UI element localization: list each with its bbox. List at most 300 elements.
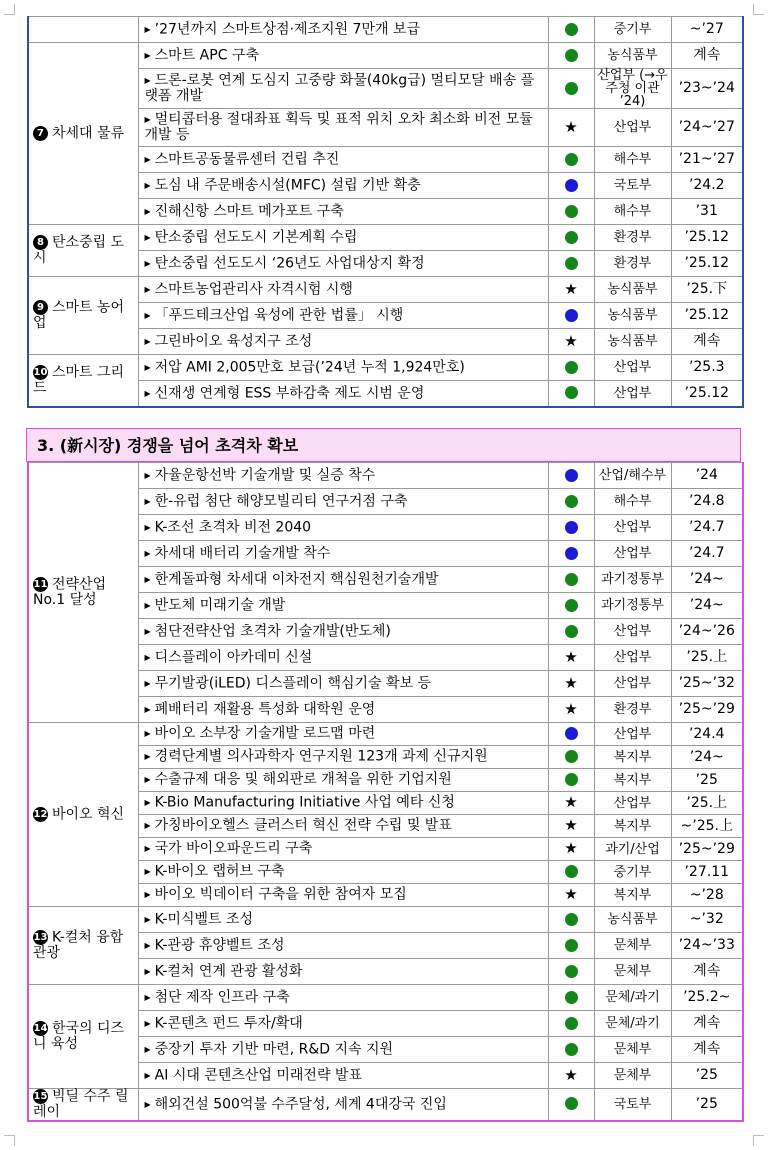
status-green-dot-icon bbox=[565, 865, 578, 878]
agency-cell: 산업부 bbox=[594, 541, 671, 567]
roadmap-table-section3 bbox=[27, 462, 744, 1122]
status-green-dot-icon bbox=[565, 939, 578, 952]
category-cell bbox=[28, 17, 138, 43]
bullet-triangle-icon: ▶ bbox=[144, 310, 151, 320]
agency-cell: 농식품부 bbox=[594, 907, 671, 933]
bullet-triangle-icon: ▶ bbox=[144, 574, 151, 584]
task-cell bbox=[138, 619, 548, 645]
status-green-dot-icon bbox=[565, 495, 578, 508]
bullet-triangle-icon: ▶ bbox=[144, 652, 151, 662]
task-text: 탄소중립 선도도시 기본계획 수립 bbox=[154, 229, 358, 246]
task-text: 스마트 APC 구축 bbox=[154, 47, 259, 64]
task-cell bbox=[138, 769, 548, 792]
table-row bbox=[28, 225, 743, 251]
status-star-icon: ★ bbox=[564, 331, 578, 350]
status-blue-dot-icon bbox=[565, 179, 578, 192]
category-label: 스마트 그리드 bbox=[33, 364, 125, 396]
category-cell bbox=[28, 985, 138, 1089]
status-star-icon: ★ bbox=[564, 885, 578, 903]
status-cell bbox=[548, 147, 594, 173]
agency-cell: 국토부 bbox=[594, 173, 671, 199]
task-cell bbox=[138, 463, 548, 489]
task-text: 차세대 배터리 기술개발 착수 bbox=[154, 545, 331, 562]
bullet-triangle-icon: ▶ bbox=[144, 115, 151, 125]
bullet-triangle-icon: ▶ bbox=[144, 626, 151, 636]
task-cell bbox=[138, 173, 548, 199]
task-text: 첨단 제작 인프라 구축 bbox=[154, 989, 290, 1006]
category-cell bbox=[28, 225, 138, 277]
agency-cell: 문체부 bbox=[594, 1037, 671, 1063]
bullet-triangle-icon: ▶ bbox=[144, 362, 151, 372]
status-cell bbox=[548, 792, 594, 815]
task-cell bbox=[138, 225, 548, 251]
task-cell bbox=[138, 884, 548, 907]
agency-cell: 환경부 bbox=[594, 251, 671, 277]
agency-cell: 환경부 bbox=[594, 697, 671, 723]
roadmap-table-section2 bbox=[27, 16, 744, 408]
agency-cell: 해수부 bbox=[594, 147, 671, 173]
table-row bbox=[28, 355, 743, 381]
status-cell bbox=[548, 645, 594, 671]
period-cell: ’24 bbox=[671, 463, 743, 489]
task-text: 멀티콥터용 절대좌표 획득 및 표적 위치 오차 최소화 비전 모듈 개발 등 bbox=[144, 111, 533, 143]
table1-body bbox=[28, 17, 743, 407]
agency-cell: 과기정통부 bbox=[594, 567, 671, 593]
period-cell: ’24~’27 bbox=[671, 109, 743, 147]
task-cell bbox=[138, 985, 548, 1011]
crop-mark-bottom-left bbox=[4, 1135, 15, 1146]
task-cell bbox=[138, 645, 548, 671]
task-cell bbox=[138, 1011, 548, 1037]
task-text: AI 시대 콘텐츠산업 미래전략 발표 bbox=[154, 1067, 362, 1084]
status-cell bbox=[548, 907, 594, 933]
task-text: 해외건설 500억불 수주달성, 세계 4대강국 진입 bbox=[154, 1096, 447, 1112]
task-cell bbox=[138, 861, 548, 884]
status-blue-dot-icon bbox=[565, 469, 578, 482]
period-cell: ’23~’24 bbox=[671, 69, 743, 109]
agency-cell: 산업부 bbox=[594, 619, 671, 645]
category-label: K-컬처 융합 관광 bbox=[33, 929, 124, 961]
section-3-header: 3. (新시장) 경쟁을 넘어 초격차 확보 bbox=[26, 428, 741, 462]
status-cell bbox=[548, 815, 594, 838]
bullet-triangle-icon: ▶ bbox=[144, 600, 151, 610]
bullet-triangle-icon: ▶ bbox=[144, 180, 151, 190]
agency-cell: 국토부 bbox=[594, 1089, 671, 1121]
agency-cell: 산업부 bbox=[594, 723, 671, 746]
status-cell bbox=[548, 303, 594, 329]
task-cell bbox=[138, 381, 548, 407]
category-label: 전략산업 No.1 달성 bbox=[33, 576, 107, 608]
agency-cell: 산업/해수부 bbox=[594, 463, 671, 489]
table-row bbox=[28, 277, 743, 303]
period-cell: ’25.上 bbox=[671, 792, 743, 815]
category-number-badge: 15 bbox=[33, 1091, 48, 1102]
period-cell: ~’32 bbox=[671, 907, 743, 933]
status-cell bbox=[548, 884, 594, 907]
status-green-dot-icon bbox=[565, 205, 578, 218]
bullet-triangle-icon: ▶ bbox=[144, 992, 151, 1002]
agency-cell: 중기부 bbox=[594, 861, 671, 884]
status-cell bbox=[548, 1011, 594, 1037]
status-cell bbox=[548, 959, 594, 985]
bullet-triangle-icon: ▶ bbox=[144, 914, 151, 924]
task-text: K-콘텐츠 펀드 투자/확대 bbox=[154, 1015, 303, 1032]
agency-cell: 문체/과기 bbox=[594, 1011, 671, 1037]
task-cell bbox=[138, 277, 548, 303]
task-cell bbox=[138, 697, 548, 723]
period-cell: ’24~’26 bbox=[671, 619, 743, 645]
bullet-triangle-icon: ▶ bbox=[144, 284, 151, 294]
task-text: 도심 내 주문배송시설(MFC) 설립 기반 확충 bbox=[154, 177, 421, 194]
bullet-triangle-icon: ▶ bbox=[144, 775, 151, 785]
bullet-triangle-icon: ▶ bbox=[144, 258, 151, 268]
task-text: K-관광 휴양벨트 조성 bbox=[154, 937, 285, 954]
period-cell: ’25 bbox=[671, 1063, 743, 1089]
status-cell bbox=[548, 723, 594, 746]
period-cell: ’24~’33 bbox=[671, 933, 743, 959]
bullet-triangle-icon: ▶ bbox=[144, 496, 151, 506]
bullet-triangle-icon: ▶ bbox=[144, 24, 151, 34]
period-cell: ’21~’27 bbox=[671, 147, 743, 173]
task-cell bbox=[138, 1037, 548, 1063]
agency-cell: 산업부 bbox=[594, 645, 671, 671]
task-cell bbox=[138, 199, 548, 225]
category-label: 바이오 혁신 bbox=[52, 806, 125, 823]
agency-cell: 과기정통부 bbox=[594, 593, 671, 619]
task-text: 저압 AMI 2,005만호 보급(’24년 누적 1,924만호) bbox=[154, 359, 465, 376]
agency-cell: 환경부 bbox=[594, 225, 671, 251]
bullet-triangle-icon: ▶ bbox=[144, 678, 151, 688]
task-cell bbox=[138, 109, 548, 147]
task-text: 첨단전략산업 초격차 기술개발(반도체) bbox=[154, 623, 391, 640]
status-green-dot-icon bbox=[565, 965, 578, 978]
status-green-dot-icon bbox=[565, 82, 578, 95]
period-cell: ~’25.上 bbox=[671, 815, 743, 838]
period-cell: ’25~’29 bbox=[671, 838, 743, 861]
period-cell: ’24.8 bbox=[671, 489, 743, 515]
task-text: 드론-로봇 연계 도심지 고중량 화물(40kg급) 멀티모달 배송 플랫폼 개발 bbox=[144, 72, 535, 104]
bullet-triangle-icon: ▶ bbox=[144, 76, 151, 86]
agency-cell: 산업부 bbox=[594, 792, 671, 815]
task-text: K-조선 초격차 비전 2040 bbox=[154, 519, 312, 536]
period-cell: ’24~ bbox=[671, 593, 743, 619]
period-cell: ’25~’29 bbox=[671, 697, 743, 723]
bullet-triangle-icon: ▶ bbox=[144, 154, 151, 164]
task-text: 디스플레이 아카데미 신설 bbox=[154, 649, 313, 666]
category-cell bbox=[28, 723, 138, 907]
agency-cell: 산업부 bbox=[594, 671, 671, 697]
status-cell bbox=[548, 329, 594, 355]
task-cell bbox=[138, 329, 548, 355]
bullet-triangle-icon: ▶ bbox=[144, 867, 151, 877]
bullet-triangle-icon: ▶ bbox=[144, 470, 151, 480]
task-cell bbox=[138, 933, 548, 959]
bullet-triangle-icon: ▶ bbox=[144, 336, 151, 346]
task-cell bbox=[138, 515, 548, 541]
status-cell bbox=[548, 671, 594, 697]
status-cell bbox=[548, 619, 594, 645]
category-label: 한국의 디즈니 육성 bbox=[33, 1020, 125, 1052]
task-cell bbox=[138, 1089, 548, 1121]
crop-mark-top-right bbox=[753, 4, 764, 15]
task-cell bbox=[138, 792, 548, 815]
table-row bbox=[28, 43, 743, 69]
task-cell bbox=[138, 567, 548, 593]
status-green-dot-icon bbox=[565, 257, 578, 270]
agency-cell: 산업부 (→우주청 이관 ’24) bbox=[594, 69, 671, 109]
period-cell: ’24.7 bbox=[671, 515, 743, 541]
crop-mark-bottom-right bbox=[753, 1135, 764, 1146]
bullet-triangle-icon: ▶ bbox=[144, 940, 151, 950]
status-cell bbox=[548, 838, 594, 861]
bullet-triangle-icon: ▶ bbox=[144, 966, 151, 976]
agency-cell: 해수부 bbox=[594, 199, 671, 225]
status-cell bbox=[548, 567, 594, 593]
period-cell: ’25.下 bbox=[671, 277, 743, 303]
agency-cell: 복지부 bbox=[594, 769, 671, 792]
bullet-triangle-icon: ▶ bbox=[144, 1018, 151, 1028]
task-text: 그린바이오 육성지구 조성 bbox=[154, 333, 313, 350]
category-cell bbox=[28, 907, 138, 985]
agency-cell: 산업부 bbox=[594, 515, 671, 541]
bullet-triangle-icon: ▶ bbox=[144, 522, 151, 532]
period-cell: ~’28 bbox=[671, 884, 743, 907]
status-cell bbox=[548, 109, 594, 147]
task-text: 「푸드테크산업 육성에 관한 법률」 시행 bbox=[154, 307, 404, 324]
status-green-dot-icon bbox=[565, 153, 578, 166]
status-green-dot-icon bbox=[565, 1043, 578, 1056]
status-green-dot-icon bbox=[565, 573, 578, 586]
status-green-dot-icon bbox=[565, 23, 578, 36]
status-cell bbox=[548, 861, 594, 884]
category-cell bbox=[28, 43, 138, 225]
status-blue-dot-icon bbox=[565, 309, 578, 322]
period-cell: ’25.2~ bbox=[671, 985, 743, 1011]
status-cell bbox=[548, 933, 594, 959]
status-blue-dot-icon bbox=[565, 727, 578, 740]
status-green-dot-icon bbox=[565, 773, 578, 786]
bullet-triangle-icon: ▶ bbox=[144, 729, 151, 739]
task-text: 신재생 연계형 ESS 부하감축 제도 시범 운영 bbox=[154, 385, 425, 401]
task-text: 경력단계별 의사과학자 연구지원 123개 과제 신규지원 bbox=[154, 748, 488, 765]
status-green-dot-icon bbox=[565, 913, 578, 926]
task-cell bbox=[138, 251, 548, 277]
period-cell: ’25.12 bbox=[671, 303, 743, 329]
period-cell: ~’27 bbox=[671, 17, 743, 43]
status-green-dot-icon bbox=[565, 599, 578, 612]
task-text: 스마트농업관리사 자격시험 시행 bbox=[154, 281, 353, 298]
task-cell bbox=[138, 671, 548, 697]
period-cell: ’25 bbox=[671, 769, 743, 792]
agency-cell: 문체부 bbox=[594, 1063, 671, 1089]
agency-cell: 중기부 bbox=[594, 17, 671, 43]
bullet-triangle-icon: ▶ bbox=[144, 821, 151, 831]
period-cell: ’24~ bbox=[671, 567, 743, 593]
table-row bbox=[28, 17, 743, 43]
category-number-badge: 7 bbox=[33, 126, 48, 141]
period-cell: 계속 bbox=[671, 959, 743, 985]
bullet-triangle-icon: ▶ bbox=[144, 890, 151, 900]
task-text: 진해신항 스마트 메가포트 구축 bbox=[154, 203, 344, 220]
period-cell: ’24.7 bbox=[671, 541, 743, 567]
task-cell bbox=[138, 489, 548, 515]
status-star-icon: ★ bbox=[564, 793, 578, 811]
status-green-dot-icon bbox=[565, 49, 578, 62]
status-star-icon: ★ bbox=[564, 279, 578, 298]
status-cell bbox=[548, 277, 594, 303]
task-text: 반도체 미래기술 개발 bbox=[154, 597, 286, 614]
task-cell bbox=[138, 838, 548, 861]
period-cell: ’25.12 bbox=[671, 381, 743, 407]
task-text: 무기발광(iLED) 디스플레이 핵심기술 확보 등 bbox=[154, 675, 432, 692]
period-cell: ’25.3 bbox=[671, 355, 743, 381]
period-cell: 계속 bbox=[671, 1011, 743, 1037]
task-text: 가칭바이오헬스 클러스터 혁신 전략 수립 및 발표 bbox=[154, 817, 452, 834]
period-cell: ’27.11 bbox=[671, 861, 743, 884]
status-cell bbox=[548, 251, 594, 277]
period-cell: ’25.上 bbox=[671, 645, 743, 671]
agency-cell: 농식품부 bbox=[594, 277, 671, 303]
bullet-triangle-icon: ▶ bbox=[144, 1099, 151, 1109]
period-cell: ’25.12 bbox=[671, 225, 743, 251]
task-cell bbox=[138, 355, 548, 381]
task-text: K-컬처 연계 관광 활성화 bbox=[154, 963, 303, 980]
category-cell bbox=[28, 1089, 138, 1121]
period-cell: ’31 bbox=[671, 199, 743, 225]
task-cell bbox=[138, 17, 548, 43]
task-text: 자율운항선박 기술개발 및 실증 착수 bbox=[154, 467, 376, 484]
category-number-badge: 14 bbox=[33, 1023, 48, 1035]
table-row bbox=[28, 907, 743, 933]
status-blue-dot-icon bbox=[565, 521, 578, 534]
period-cell: 계속 bbox=[671, 329, 743, 355]
task-cell bbox=[138, 723, 548, 746]
category-label: 차세대 물류 bbox=[52, 125, 125, 142]
status-blue-dot-icon bbox=[565, 547, 578, 560]
category-number-badge: 12 bbox=[33, 808, 48, 820]
bullet-triangle-icon: ▶ bbox=[144, 50, 151, 60]
status-green-dot-icon bbox=[565, 361, 578, 374]
category-number-badge: 13 bbox=[33, 932, 48, 944]
status-cell bbox=[548, 17, 594, 43]
bullet-triangle-icon: ▶ bbox=[144, 752, 151, 762]
status-star-icon: ★ bbox=[564, 673, 578, 692]
bullet-triangle-icon: ▶ bbox=[144, 232, 151, 242]
task-cell bbox=[138, 303, 548, 329]
period-cell: ’25~’32 bbox=[671, 671, 743, 697]
bullet-triangle-icon: ▶ bbox=[144, 798, 151, 808]
agency-cell: 복지부 bbox=[594, 815, 671, 838]
status-green-dot-icon bbox=[565, 231, 578, 244]
agency-cell: 산업부 bbox=[594, 355, 671, 381]
agency-cell: 문체/과기 bbox=[594, 985, 671, 1011]
category-label: 탄소중립 도시 bbox=[33, 234, 125, 266]
agency-cell: 문체부 bbox=[594, 933, 671, 959]
task-text: 한계돌파형 차세대 이차전지 핵심원천기술개발 bbox=[154, 571, 439, 588]
agency-cell: 과기/산업 bbox=[594, 838, 671, 861]
agency-cell: 농식품부 bbox=[594, 43, 671, 69]
status-star-icon: ★ bbox=[564, 117, 578, 136]
status-cell bbox=[548, 43, 594, 69]
status-cell bbox=[548, 69, 594, 109]
category-number-badge: 9 bbox=[33, 300, 48, 315]
status-cell bbox=[548, 355, 594, 381]
task-cell bbox=[138, 43, 548, 69]
agency-cell: 농식품부 bbox=[594, 329, 671, 355]
status-cell bbox=[548, 489, 594, 515]
period-cell: ’25 bbox=[671, 1089, 743, 1121]
category-cell bbox=[28, 463, 138, 723]
status-star-icon: ★ bbox=[564, 699, 578, 718]
status-cell bbox=[548, 1037, 594, 1063]
status-cell bbox=[548, 381, 594, 407]
status-cell bbox=[548, 463, 594, 489]
table-row bbox=[28, 985, 743, 1011]
period-cell: 계속 bbox=[671, 1037, 743, 1063]
status-cell bbox=[548, 746, 594, 769]
task-cell bbox=[138, 1063, 548, 1089]
bullet-triangle-icon: ▶ bbox=[144, 704, 151, 714]
task-text: 중장기 투자 기반 마련, R&D 지속 지원 bbox=[154, 1041, 394, 1058]
status-cell bbox=[548, 593, 594, 619]
agency-cell: 산업부 bbox=[594, 109, 671, 147]
bullet-triangle-icon: ▶ bbox=[144, 206, 151, 216]
period-cell: ’24.2 bbox=[671, 173, 743, 199]
task-text: K-Bio Manufacturing Initiative 사업 예타 신청 bbox=[154, 794, 455, 811]
status-star-icon: ★ bbox=[564, 1065, 578, 1084]
category-label: 스마트 농어업 bbox=[33, 299, 125, 331]
task-cell bbox=[138, 959, 548, 985]
category-cell bbox=[28, 355, 138, 407]
agency-cell: 복지부 bbox=[594, 746, 671, 769]
task-text: 한-유럽 첨단 해양모빌리티 연구거점 구축 bbox=[154, 493, 408, 510]
status-green-dot-icon bbox=[565, 750, 578, 763]
table-row bbox=[28, 463, 743, 489]
task-text: 바이오 소부장 기술개발 로드맵 마련 bbox=[154, 725, 376, 742]
status-cell bbox=[548, 173, 594, 199]
bullet-triangle-icon: ▶ bbox=[144, 1044, 151, 1054]
category-number-badge: 8 bbox=[33, 235, 48, 250]
task-cell bbox=[138, 815, 548, 838]
task-text: 국가 바이오파운드리 구축 bbox=[154, 840, 313, 857]
crop-mark-top-left bbox=[4, 4, 15, 15]
bullet-triangle-icon: ▶ bbox=[144, 844, 151, 854]
status-green-dot-icon bbox=[565, 386, 578, 399]
agency-cell: 복지부 bbox=[594, 884, 671, 907]
status-cell bbox=[548, 1063, 594, 1089]
period-cell: ’24~ bbox=[671, 746, 743, 769]
task-cell bbox=[138, 907, 548, 933]
bullet-triangle-icon: ▶ bbox=[144, 388, 151, 398]
status-green-dot-icon bbox=[565, 1097, 578, 1110]
bullet-triangle-icon: ▶ bbox=[144, 1070, 151, 1080]
status-cell bbox=[548, 199, 594, 225]
status-green-dot-icon bbox=[565, 625, 578, 638]
status-green-dot-icon bbox=[565, 1017, 578, 1030]
task-cell bbox=[138, 541, 548, 567]
status-star-icon: ★ bbox=[564, 816, 578, 834]
category-cell bbox=[28, 277, 138, 355]
task-text: 수출규제 대응 및 해외판로 개척을 위한 기업지원 bbox=[154, 771, 452, 788]
status-cell bbox=[548, 985, 594, 1011]
period-cell: ’24.4 bbox=[671, 723, 743, 746]
category-number-badge: 10 bbox=[33, 367, 48, 378]
period-cell: ’25.12 bbox=[671, 251, 743, 277]
task-text: K-미식벨트 조성 bbox=[154, 911, 254, 928]
period-cell: 계속 bbox=[671, 43, 743, 69]
task-text: 바이오 빅데이터 구축을 위한 참여자 모집 bbox=[154, 886, 407, 903]
status-cell bbox=[548, 769, 594, 792]
